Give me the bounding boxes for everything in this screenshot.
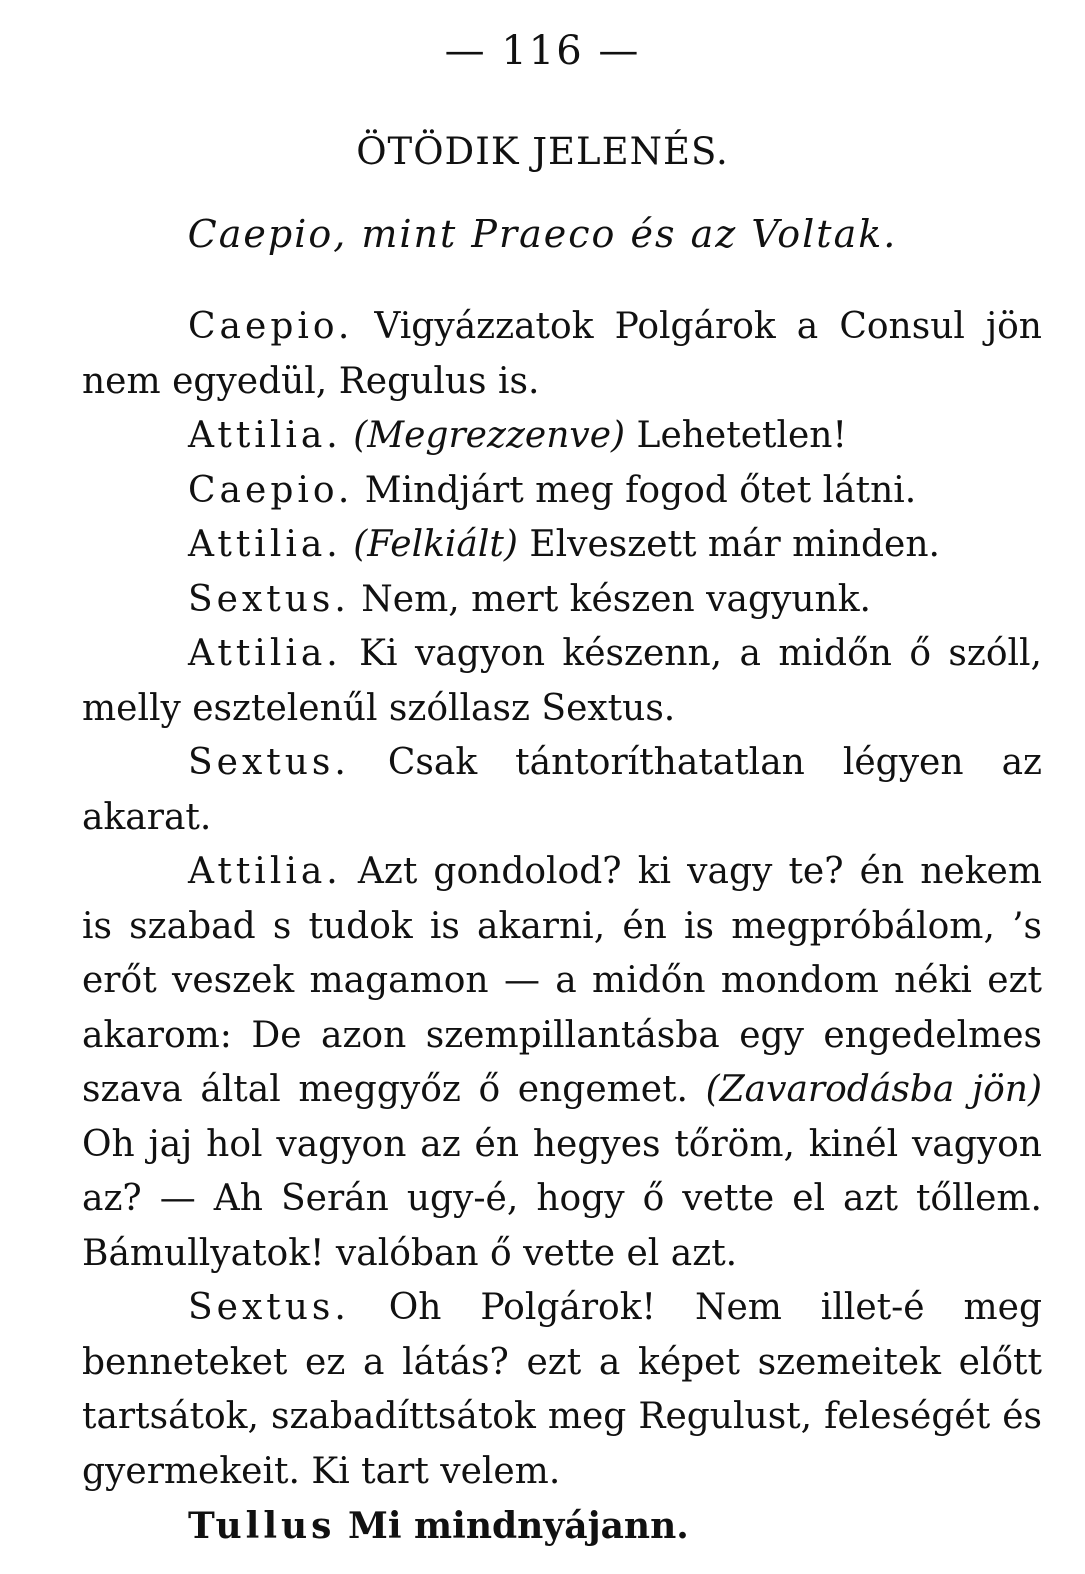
speaker-name: Attilia.	[188, 633, 342, 674]
speech-text: Nem, mert készen vagyunk.	[349, 578, 871, 620]
dialogue-line	[82, 845, 1042, 1281]
speech-text-continued: Oh jaj hol vagyon az én hegyes tőröm, kinél vagyon az? — Ah Serán ugy-é, hogy ő vette el azt tőllem. Bámullyatok! valóban ő vette el azt.	[82, 1123, 1042, 1274]
dialogue-line	[82, 464, 1042, 519]
speaker-name: Sextus.	[188, 578, 350, 620]
speaker-name: Tullus	[188, 1505, 336, 1547]
speech-text: Elveszett már minden.	[517, 524, 940, 565]
dialogue-line	[82, 300, 1042, 409]
dialogue-line	[82, 573, 1042, 628]
scene-title: ÖTÖDIK JELENÉS.	[356, 130, 729, 173]
speech-text: Azt gondolod? ki vagy te? én nekem is szabad s tudok is akarni, én is megpróbálom, ’s erőt veszek magamon — a midőn mondom néki ezt akarom: De azon szempillantásba egy engedelmes szava által meggyőz ő engemet.	[82, 851, 1042, 1110]
speaker-name: Attilia.	[188, 415, 342, 456]
scene-cast: Caepio, mint Praeco és az Voltak.	[187, 212, 898, 256]
speech-text: Mi mindnyájann.	[335, 1505, 689, 1547]
stage-direction: (Megrezzenve)	[353, 415, 626, 456]
speech-text: Vigyázzatok Polgárok a Consul jön nem egyedül, Regulus is.	[82, 306, 1042, 402]
speaker-name: Sextus.	[188, 742, 350, 783]
speaker-name: Caepio.	[188, 306, 354, 347]
speaker-name: Attilia.	[188, 851, 342, 892]
dialogue-text	[82, 300, 1042, 1555]
stage-direction: (Zavarodásba jön)	[687, 1069, 1042, 1110]
speech-text: Lehetetlen!	[625, 415, 847, 456]
speech-text: Mindjárt meg fogod őtet látni.	[353, 469, 917, 511]
speaker-name: Sextus.	[188, 1287, 350, 1328]
speaker-name: Attilia.	[188, 524, 342, 565]
dialogue-line	[82, 409, 1042, 464]
page-number: — 116 —	[444, 28, 641, 74]
dialogue-line	[82, 518, 1042, 573]
dialogue-line	[82, 1499, 1042, 1555]
stage-direction: (Felkiált)	[353, 524, 518, 565]
speech-text: Csak tántoríthatatlan légyen az akarat.	[82, 742, 1042, 838]
speech-text: Ki vagyon készenn, a midőn ő szóll, melly esztelenűl szóllasz Sextus.	[82, 633, 1042, 729]
dialogue-line	[82, 1281, 1042, 1499]
speech-text: Oh Polgárok! Nem illet-é meg benneteket ez a látás? ezt a képet szemeitek előtt tartsátok, szabadíttsátok meg Regulust, feleségét és gyermekeit. Ki tart velem.	[82, 1287, 1042, 1492]
speaker-name: Caepio.	[188, 469, 354, 511]
dialogue-line	[82, 736, 1042, 845]
dialogue-line	[82, 627, 1042, 736]
